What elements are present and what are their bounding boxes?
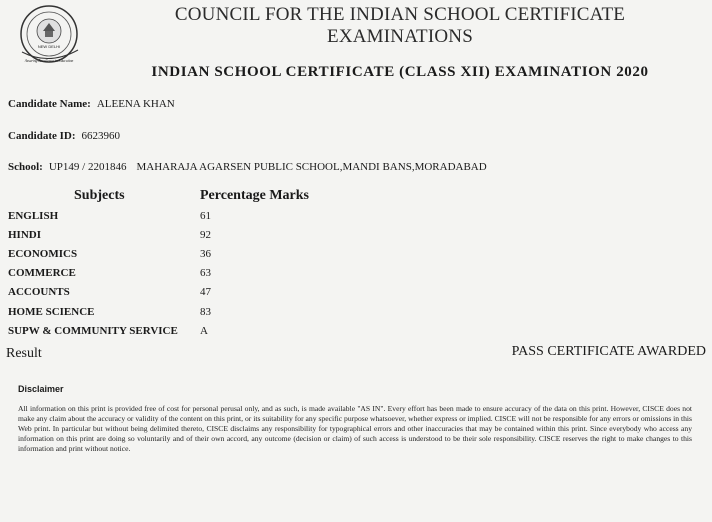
table-row [8, 286, 368, 305]
candidate-name-value: ALEENA KHAN [96, 98, 175, 110]
school-row [8, 161, 487, 173]
exam-title: INDIAN SCHOOL CERTIFICATE (CLASS XII) EXAMINATION 2020 [151, 64, 649, 80]
subject-mark: 63 [200, 267, 211, 280]
marks-column-header: Percentage Marks [200, 188, 309, 203]
subjects-column-header: Subjects [74, 188, 125, 203]
subject-mark: 47 [200, 286, 211, 299]
school-label: School: [8, 161, 43, 173]
subject-mark: A [200, 324, 208, 337]
disclaimer-text: All information on this print is provided free of cost for personal perusal only, and as such, is made available "AS IN". Every effort has been made to ensure accuracy of the data on this print. However, CISCE does not make any claim about the accuracy or validity of the content on this print, or its suitability for any specific purpose whatsoever, whether express or implied. CISCE will not be responsible for any errors or omissions in this Web print. In particular but without being delimited thereto, CISCE disclaims any responsibility for typographical errors and other inaccuracies that may be contained within this print. Since everybody who access any information on this print are doing so voluntarily and of their own accord, any outcome (decision or claim) of such access is understood to be their sole responsibility. CISCE reserves the right to make changes to this information and print without notice. [18, 404, 692, 453]
cisce-logo-icon [18, 4, 80, 66]
candidate-id-row [8, 130, 120, 142]
disclaimer-title: Disclaimer [18, 384, 64, 394]
council-line-1: COUNCIL FOR THE INDIAN SCHOOL CERTIFICATE [174, 4, 626, 25]
subject-name: ECONOMICS [8, 248, 78, 261]
candidate-id-value: 6623960 [81, 130, 121, 142]
subject-mark: 92 [200, 229, 211, 242]
subject-name: ENGLISH [8, 210, 59, 222]
subject-mark: 61 [200, 210, 211, 222]
subject-name: ACCOUNTS [8, 286, 70, 299]
subject-name: SUPW & COMMUNITY SERVICE [8, 324, 178, 337]
council-line-2: EXAMINATIONS [327, 26, 473, 47]
subject-mark: 36 [200, 248, 211, 261]
subject-mark: 83 [200, 305, 211, 318]
table-row [8, 325, 368, 344]
result-label: Result [6, 346, 42, 361]
logo-motto: Assuring Excellence in Education [24, 59, 74, 63]
candidate-name-row [8, 98, 175, 110]
council-heading [120, 4, 680, 48]
table-row [8, 248, 368, 267]
candidate-name-label: Candidate Name: [8, 98, 91, 110]
subject-name: COMMERCE [8, 267, 76, 280]
subject-name: HOME SCIENCE [8, 305, 95, 318]
table-row [8, 210, 368, 229]
subject-name: HINDI [8, 229, 42, 242]
school-name: MAHARAJA AGARSEN PUBLIC SCHOOL,MANDI BANS,MORADABAD [136, 161, 487, 173]
table-row [8, 306, 368, 325]
table-row [8, 267, 368, 286]
school-code: UP149 / 2201846 [48, 161, 127, 173]
result-value: PASS CERTIFICATE AWARDED [511, 344, 706, 359]
table-row [8, 229, 368, 248]
candidate-id-label: Candidate ID: [8, 130, 76, 142]
logo-inner-text: NEW DELHI [37, 44, 61, 49]
